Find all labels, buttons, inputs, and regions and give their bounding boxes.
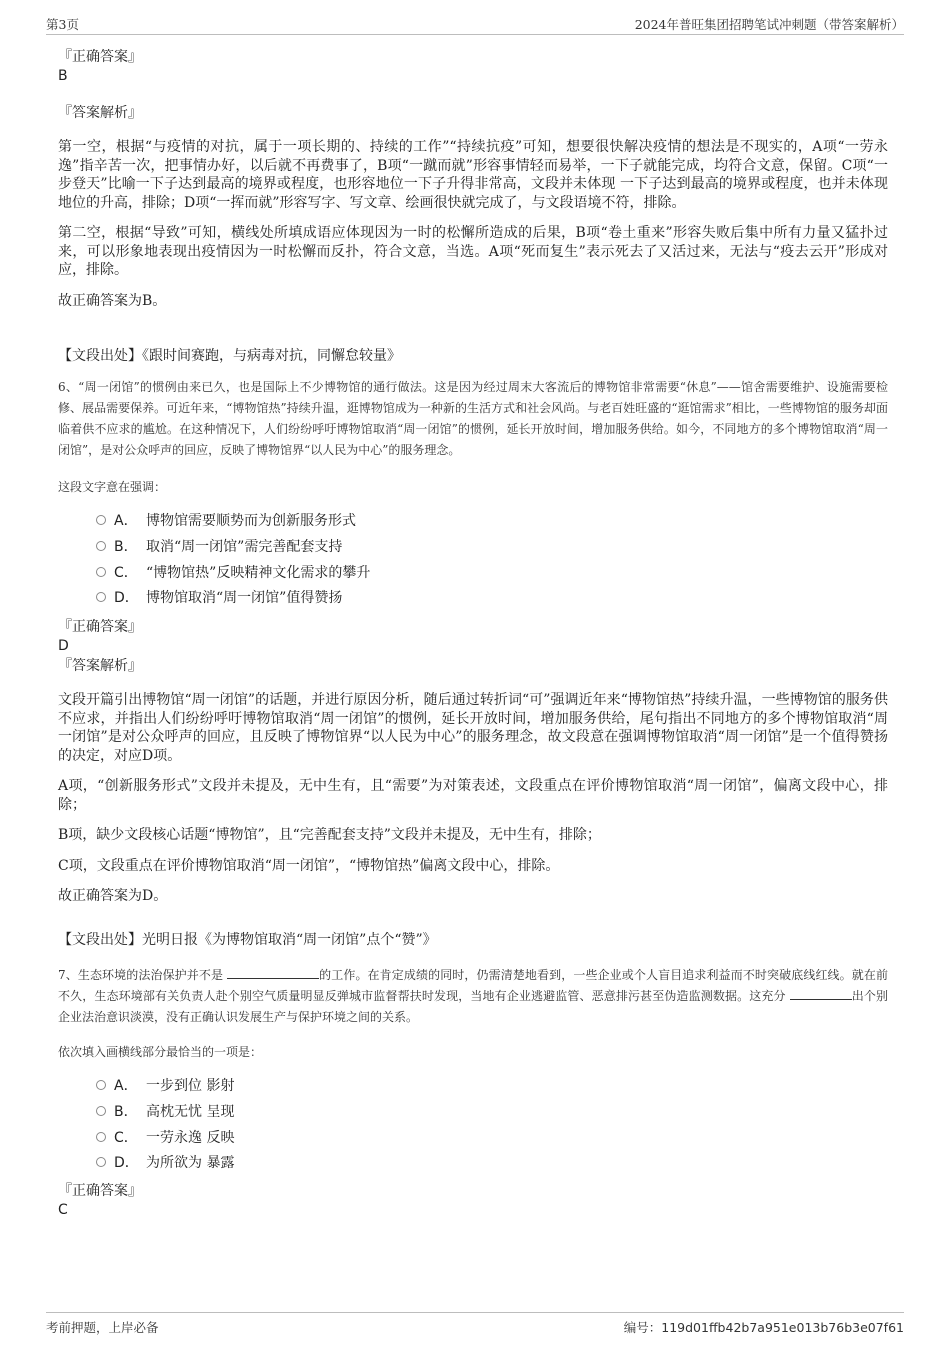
radio-icon[interactable]: [96, 592, 106, 602]
option-letter: B．: [114, 538, 138, 555]
answer-value: C: [58, 1202, 68, 1218]
question-text: 7、生态环境的法治保护并不是: [58, 968, 224, 982]
analysis-conclusion: 故正确答案为B。: [58, 292, 167, 309]
option-a[interactable]: [96, 1075, 796, 1101]
analysis-paragraph: C项，文段重点在评价博物馆取消“周一闭馆”，“博物馆热”偏离文段中心，排除。: [58, 857, 560, 874]
analysis-paragraph: 文段开篇引出博物馆“周一闭馆”的话题，并进行原因分析，随后通过转折词“可”强调近年来“博物馆热”持续升温，一些博物馆的服务供不应求，并指出人们纷纷呼吁博物馆取消“周一闭馆”的惯例，延长开放时间，增加服务供给，尾句指出不同地方的多个博物馆取消“周一闭馆”是对公众呼声的回应，且反映了博物馆界“以人民为中心”的服务理念，故文段意在强调博物馆取消“周一闭馆”是一个值得赞扬的决定，对应D项。: [58, 692, 888, 764]
option-text: 高枕无忧 呈现: [146, 1103, 235, 1120]
question-7: [58, 965, 888, 1028]
analysis-paragraph: A项，“创新服务形式”文段并未提及，无中生有，且“需要”为对策表述，文段重点在评价博物馆取消“周一闭馆”，偏离文段中心，排除；: [58, 778, 888, 813]
option-c[interactable]: [96, 562, 796, 588]
analysis-label: 『答案解析』: [58, 658, 142, 674]
option-text: 博物馆需要顺势而为创新服务形式: [146, 513, 356, 529]
document-title: 2024年普旺集团招聘笔试冲刺题（带答案解析）: [634, 17, 904, 32]
option-text: “博物馆热”反映精神文化需求的攀升: [146, 564, 371, 581]
analysis-label: 『答案解析』: [58, 105, 142, 121]
question-text: 出个别企业法治意识淡漠，没有正确认识发展生产与保护环境之间的关系。: [58, 989, 888, 1024]
option-d[interactable]: [96, 1152, 796, 1178]
option-d[interactable]: [96, 587, 796, 613]
option-letter: D．: [114, 1155, 139, 1172]
radio-icon[interactable]: [96, 515, 106, 525]
analysis-body: [58, 138, 888, 322]
option-letter: A．: [114, 1078, 138, 1094]
radio-icon[interactable]: [96, 1106, 106, 1116]
option-text: 博物馆取消“周一闭馆”值得赞扬: [146, 590, 343, 607]
question-prompt: 这段文字意在强调：: [58, 480, 167, 494]
page-number: 第3页: [46, 17, 79, 32]
option-letter: A．: [114, 513, 138, 529]
radio-icon[interactable]: [96, 541, 106, 551]
answer-label: 『正确答案』: [58, 49, 142, 65]
option-letter: C．: [114, 564, 138, 581]
radio-icon[interactable]: [96, 567, 106, 577]
analysis-conclusion: 故正确答案为D。: [58, 888, 168, 904]
page-header: [46, 14, 904, 35]
option-list: [96, 510, 796, 613]
question-6: [58, 377, 888, 461]
analysis-body: [58, 691, 888, 918]
option-list: [96, 1075, 796, 1178]
option-text: 为所欲为 暴露: [146, 1155, 235, 1172]
document-code: [624, 1318, 904, 1336]
fill-blank-1: [227, 966, 319, 979]
option-text: 取消“周一闭馆”需完善配套支持: [146, 538, 343, 555]
page-footer: [46, 1312, 904, 1335]
option-letter: B．: [114, 1103, 138, 1120]
answer-label: 『正确答案』: [58, 1183, 142, 1199]
option-c[interactable]: [96, 1127, 796, 1153]
source-citation: 【文段出处】光明日报《为博物馆取消“周一闭馆”点个“赞”》: [58, 932, 437, 948]
footer-slogan: 考前押题，上岸必备: [46, 1320, 159, 1335]
code-label: 编号：: [623, 1320, 662, 1335]
analysis-paragraph: 第二空，根据“导致”可知，横线处所填成语应体现因为一时的松懈所造成的后果，B项“卷土重来”形容失败后集中所有力量又猛扑过来，可以形象地表现出疫情因为一时松懈而反扑，符合文意，当选。A项“死而复生”表示死去了又活过来，无法与“疫去云开”形成对应，排除。: [58, 225, 888, 278]
option-a[interactable]: [96, 510, 796, 536]
option-letter: D．: [114, 590, 139, 607]
code-value: 119d01ffb42b7a951e013b76b3e07f61: [661, 1320, 904, 1335]
option-b[interactable]: [96, 1101, 796, 1127]
option-text: 一步到位 影射: [146, 1078, 235, 1094]
analysis-paragraph: 第一空，根据“与疫情的对抗，属于一项长期的、持续的工作”“持续抗疫”可知，想要很快解决疫情的想法是不现实的，A项“一劳永逸”指辛苦一次，把事情办好，以后就不再费事了，B项“一蹴而就”形容事情轻而易举，一下子就能完成，均符合文意，保留。C项“一步登天”比喻一下子达到最高的境界或程度，也形容地位一下子升得非常高，文段并未体现 一下子达到最高的境界或程度，也并未体现地位的升高，排除；D项“一挥而就”形容写字、写文章、绘画很快就完成了，与文段语境不符，排除。: [58, 139, 888, 211]
question-text: 6、“周一闭馆”的惯例由来已久，也是国际上不少博物馆的通行做法。这是因为经过周末大客流后的博物馆非常需要“休息”——馆舍需要维护、设施需要检修、展品需要保养。可近年来，“博物馆热”持续升温，逛博物馆成为一种新的生活方式和社会风尚。与老百姓旺盛的“逛馆需求”相比，一些博物馆的服务却面临着供不应求的尴尬。在这种情况下，人们纷纷呼吁博物馆取消“周一闭馆”的惯例，延长开放时间，增加服务供给。如今，不同地方的多个博物馆取消“周一闭馆”，是对公众呼声的回应，反映了博物馆界“以人民为中心”的服务理念。: [58, 380, 888, 457]
option-b[interactable]: [96, 536, 796, 562]
radio-icon[interactable]: [96, 1132, 106, 1142]
source-citation: 【文段出处】《跟时间赛跑，与病毒对抗，同懈怠较量》: [58, 348, 401, 364]
radio-icon[interactable]: [96, 1157, 106, 1167]
answer-value: B: [58, 68, 68, 84]
radio-icon[interactable]: [96, 1080, 106, 1090]
option-text: 一劳永逸 反映: [146, 1129, 235, 1146]
question-prompt: 依次填入画横线部分最恰当的一项是：: [58, 1045, 263, 1059]
question-text: 的工作。在肯定成绩的同时，仍需清楚地看到，一些企业或个人盲目追求利益而不时突破底线红线。就在前不久，生态环境部有关负责人赴个别空气质量明显反弹城市监督帮扶时发现，当地有企业逃避监管、恶意排污甚至伪造监测数据。这充分: [58, 968, 888, 1003]
option-letter: C．: [114, 1129, 138, 1146]
answer-value: D: [58, 638, 69, 654]
analysis-paragraph: B项，缺少文段核心话题“博物馆”，且“完善配套支持”文段并未提及，无中生有，排除；: [58, 827, 601, 843]
answer-label: 『正确答案』: [58, 619, 142, 635]
fill-blank-2: [790, 987, 852, 1000]
